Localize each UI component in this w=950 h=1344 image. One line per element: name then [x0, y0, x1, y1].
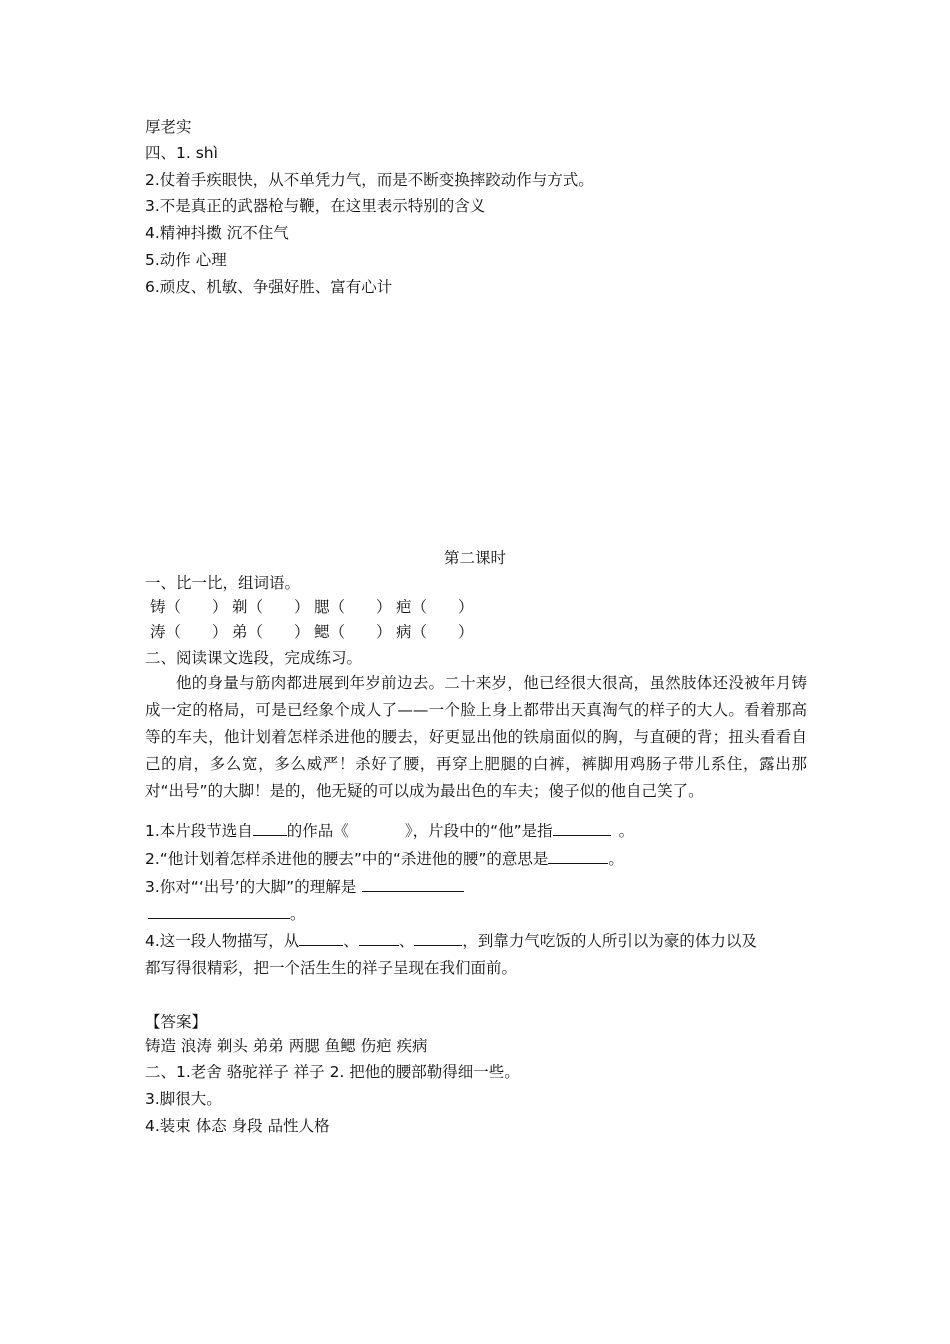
question-3-continuation — [148, 904, 306, 924]
fill-blank[interactable] — [362, 877, 464, 892]
fill-blank[interactable] — [553, 821, 611, 836]
reading-passage: 他的身量与筋肉都进展到年岁前边去。二十来岁，他已经很大很高，虽然肢体还没被年月铸成一定的格局，可是已经象个成人了——一个脸上身上都带出天真淘气的样子的大人。看着那高等的车夫，他计划着怎样杀进他的腰去，好更显出他的铁扇面似的胸，与直硬的背；扭头看看自己的肩，多么宽，多么威严！杀好了腰，再穿上肥腿的白裤，裤脚用鸡肠子带儿系住，露出那对“出号”的大脚！是的，他无疑的可以成为最出色的车夫；傻子似的他自己笑了。 — [145, 674, 807, 800]
compare-item: 病（ ） — [396, 623, 474, 641]
question-text: 的作品《 — [286, 822, 349, 840]
question-text: ，到靠力气吃饭的人所引以为豪的体力以及 — [462, 932, 757, 950]
lesson-title: 第二课时 — [443, 549, 506, 567]
section-heading: 二、阅读课文选段，完成练习。 — [145, 649, 363, 667]
compare-item: 鳃（ ） — [314, 623, 392, 641]
answer-line: 4.精神抖擞 沉不住气 — [145, 224, 289, 242]
question-text: 1.本片段节选自 — [145, 822, 253, 840]
answer-line: 厚老实 — [145, 118, 192, 136]
question-4-continuation: 都写得很精彩，把一个活生生的祥子呈现在我们面前。 — [145, 959, 518, 977]
compare-item: 剃（ ） — [232, 598, 310, 616]
fill-blank[interactable] — [299, 931, 343, 946]
question-text: 。 — [290, 905, 306, 923]
question-text: 3.你对“‘出号’的大脚”的理解是 — [145, 878, 357, 896]
question-2 — [145, 849, 624, 869]
question-text: 、 — [398, 932, 415, 950]
fill-blank[interactable] — [148, 904, 290, 919]
compare-item: 弟（ ） — [232, 623, 310, 641]
answer-line: 2.仗着手疾眼快，从不单凭力气，而是不断变换摔跤动作与方式。 — [145, 171, 594, 189]
answer-line: 铸造 浪涛 剃头 弟弟 两腮 鱼鳃 伤疤 疾病 — [145, 1037, 428, 1055]
compare-item: 腮（ ） — [314, 598, 392, 616]
question-4 — [145, 931, 757, 951]
question-text: 》，片段中的“他”是指 — [404, 822, 553, 840]
question-text: 2.“他计划着怎样杀进他的腰去”中的“杀进他的腰”的意思是 — [145, 850, 549, 868]
fill-blank[interactable] — [359, 931, 399, 946]
compare-row — [150, 597, 478, 617]
answer-line: 4.装束 体态 身段 品性人格 — [145, 1117, 330, 1135]
question-text: 、 — [343, 932, 359, 950]
section-heading: 一、比一比，组词语。 — [145, 574, 301, 592]
compare-item: 疤（ ） — [396, 598, 474, 616]
question-3 — [145, 877, 464, 897]
answer-line: 6.顽皮、机敏、争强好胜、富有心计 — [145, 278, 393, 296]
question-text: 。 — [618, 822, 635, 840]
answer-line: 5.动作 心理 — [145, 251, 227, 269]
answer-heading: 【答案】 — [145, 1013, 208, 1031]
compare-item: 铸（ ） — [150, 598, 228, 616]
question-text: 4.这一段人物描写，从 — [145, 932, 300, 950]
answer-line: 二、1.老舍 骆驼祥子 祥子 2. 把他的腰部勒得细一些。 — [145, 1063, 520, 1081]
compare-item: 涛（ ） — [150, 623, 228, 641]
question-text: 。 — [608, 850, 624, 868]
answer-heading-q4: 四、1. shì — [145, 144, 218, 162]
compare-row — [150, 622, 478, 642]
fill-blank[interactable] — [414, 931, 462, 946]
question-1 — [145, 821, 634, 841]
answer-line: 3.脚很大。 — [145, 1090, 222, 1108]
answer-line: 3.不是真正的武器枪与鞭，在这里表示特别的含义 — [145, 197, 486, 215]
fill-blank[interactable] — [253, 821, 287, 836]
fill-blank[interactable] — [548, 849, 608, 864]
